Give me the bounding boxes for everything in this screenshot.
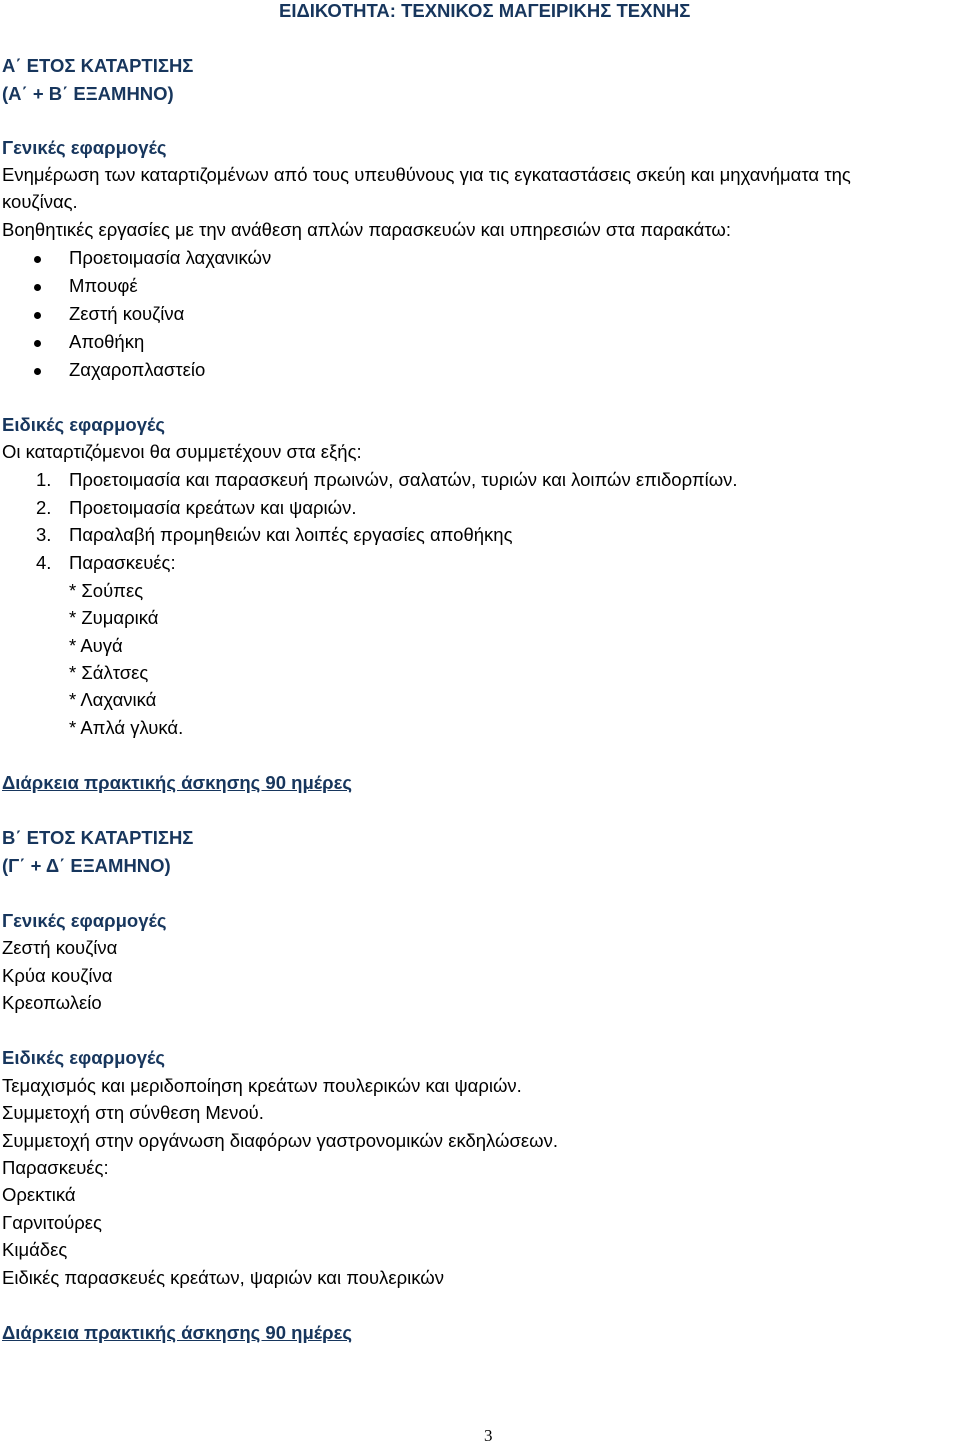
list-item-label: Αποθήκη: [69, 331, 145, 352]
bullet-icon: [34, 340, 41, 347]
year-a-general-text-line2: κουζίνας.: [2, 191, 78, 212]
list-item-number: 4.: [36, 552, 52, 573]
year-b-duration: Διάρκεια πρακτικής άσκησης 90 ημέρες: [2, 1322, 352, 1343]
list-item: Κρύα κουζίνα: [2, 965, 113, 986]
list-item-label: Προετοιμασία κρεάτων και ψαριών.: [69, 497, 357, 518]
list-item: Ειδικές παρασκευές κρεάτων, ψαριών και πουλερικών: [2, 1267, 444, 1288]
year-a-special-intro: Οι καταρτιζόμενοι θα συμμετέχουν στα εξής:: [2, 441, 362, 462]
list-item: * Απλά γλυκά.: [69, 717, 184, 738]
bullet-icon: [34, 256, 41, 263]
list-item-number: 3.: [36, 524, 52, 545]
list-item: * Σούπες: [69, 580, 144, 601]
list-item: * Λαχανικά: [69, 689, 157, 710]
year-a-general-text-line1: Ενημέρωση των καταρτιζομένων από τους υπευθύνους για τις εγκαταστάσεις σκεύη και μηχανήματα της: [2, 164, 851, 185]
list-item: Γαρνιτούρες: [2, 1212, 102, 1233]
list-item: Συμμετοχή στη σύνθεση Μενού.: [2, 1102, 264, 1123]
list-item: Κιμάδες: [2, 1239, 68, 1260]
year-b-special-heading: Ειδικές εφαρμογές: [2, 1047, 165, 1068]
list-item-label: Προετοιμασία λαχανικών: [69, 247, 272, 268]
year-a-assist-text: Βοηθητικές εργασίες με την ανάθεση απλών παρασκευών και υπηρεσιών στα παρακάτω:: [2, 219, 731, 240]
year-b-general-heading: Γενικές εφαρμογές: [2, 910, 167, 931]
list-item-label: Παραλαβή προμηθειών και λοιπές εργασίες αποθήκης: [69, 524, 513, 545]
list-item: Ζεστή κουζίνα: [2, 937, 118, 958]
bullet-icon: [34, 368, 41, 375]
year-a-title-line2: (Α΄ + Β΄ ΕΞΑΜΗΝΟ): [2, 83, 174, 104]
bullet-icon: [34, 284, 41, 291]
list-item-label: Ζαχαροπλαστείο: [69, 359, 206, 380]
list-item: Κρεοπωλείο: [2, 992, 102, 1013]
bullet-icon: [34, 312, 41, 319]
list-item-label: Μπουφέ: [69, 275, 138, 296]
list-item: Τεμαχισμός και μεριδοποίηση κρεάτων πουλερικών και ψαριών.: [2, 1075, 522, 1096]
list-item: Συμμετοχή στην οργάνωση διαφόρων γαστρονομικών εκδηλώσεων.: [2, 1130, 558, 1151]
year-a-duration: Διάρκεια πρακτικής άσκησης 90 ημέρες: [2, 772, 352, 793]
list-item-label: Προετοιμασία και παρασκευή πρωινών, σαλατών, τυριών και λοιπών επιδορπίων.: [69, 469, 738, 490]
page-number: 3: [484, 1426, 493, 1445]
specialty-header: ΕΙΔΙΚΟΤΗΤΑ: ΤΕΧΝΙΚΟΣ ΜΑΓΕΙΡΙΚΗΣ ΤΕΧΝΗΣ: [279, 0, 691, 21]
year-a-special-heading: Ειδικές εφαρμογές: [2, 414, 165, 435]
year-a-general-heading: Γενικές εφαρμογές: [2, 137, 167, 158]
year-a-title-line1: Α΄ ΕΤΟΣ ΚΑΤΑΡΤΙΣΗΣ: [2, 55, 194, 76]
list-item-label: Ζεστή κουζίνα: [69, 303, 185, 324]
list-item-label: Παρασκευές:: [69, 552, 176, 573]
list-item-number: 1.: [36, 469, 52, 490]
list-item: * Αυγά: [69, 635, 123, 656]
year-b-title-line2: (Γ΄ + Δ΄ ΕΞΑΜΗΝΟ): [2, 855, 171, 876]
list-item-number: 2.: [36, 497, 52, 518]
year-b-title-line1: Β΄ ΕΤΟΣ ΚΑΤΑΡΤΙΣΗΣ: [2, 827, 194, 848]
list-item: Παρασκευές:: [2, 1157, 109, 1178]
list-item: * Ζυμαρικά: [69, 607, 159, 628]
list-item: Ορεκτικά: [2, 1184, 76, 1205]
list-item: * Σάλτσες: [69, 662, 149, 683]
